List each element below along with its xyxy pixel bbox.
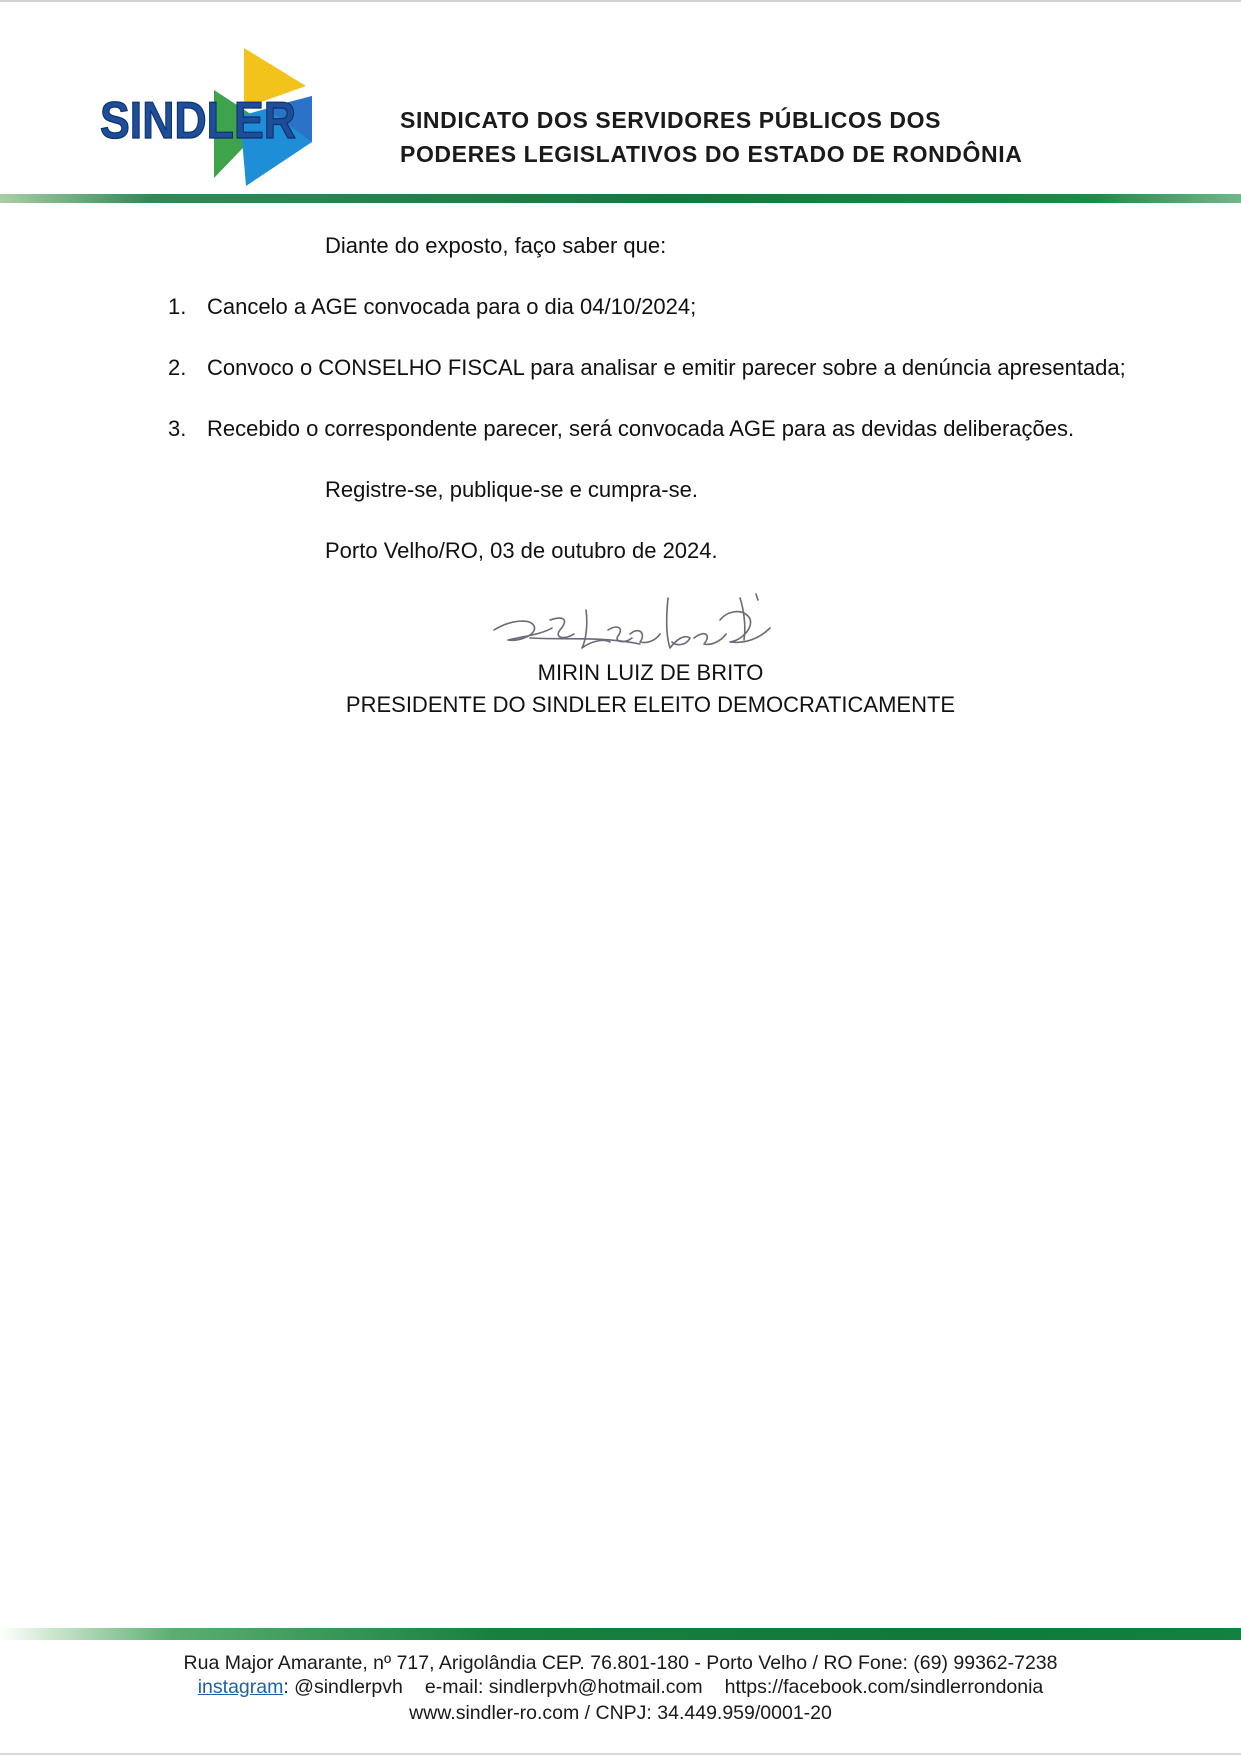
list-item-2-number: 2. xyxy=(168,355,187,380)
list-item-3-text: Recebido o correspondente parecer, será convocada AGE para as devidas deliberações. xyxy=(207,416,1075,441)
footer-contacts xyxy=(0,1676,1241,1699)
signature-scribble xyxy=(490,590,810,670)
closing-paragraph: Registre-se, publique-se e cumpra-se. xyxy=(325,477,698,502)
intro-paragraph: Diante do exposto, faço saber que: xyxy=(325,233,667,258)
footer-website-cnpj: www.sindler-ro.com / CNPJ: 34.449.959/0001-20 xyxy=(409,1702,832,1724)
footer-divider xyxy=(0,1628,1241,1640)
footer-facebook: https://facebook.com/sindlerrondonia xyxy=(724,1676,1044,1698)
footer-email: e-mail: sindlerpvh@hotmail.com xyxy=(424,1676,703,1698)
list-item-1-number: 1. xyxy=(168,294,187,319)
list-item-1-text: Cancelo a AGE convocada para o dia 04/10/2024; xyxy=(207,294,697,319)
signatory-title-row xyxy=(0,692,1241,718)
instagram-handle: : @sindlerpvh xyxy=(283,1676,403,1698)
list-item-3-number: 3. xyxy=(168,416,187,441)
signatory-name: MIRIN LUIZ DE BRITO xyxy=(537,660,764,685)
sindler-logo xyxy=(98,46,320,188)
page-top-border xyxy=(0,0,1241,2)
list-item-2-text: Convoco o CONSELHO FISCAL para analisar e emitir parecer sobre a denúncia apresentada; xyxy=(207,355,1126,380)
handwritten-signature xyxy=(490,590,810,670)
instagram-link[interactable]: instagram xyxy=(197,1676,284,1698)
signatory-title: PRESIDENTE DO SINDLER ELEITO DEMOCRATICAMENTE xyxy=(345,692,956,717)
footer-address: Rua Major Amarante, nº 717, Arigolândia CEP. 76.801-180 - Porto Velho / RO Fone: (69) 99362-7238 xyxy=(183,1652,1058,1674)
header-divider xyxy=(0,194,1241,203)
logo-wordmark: SINDLER xyxy=(100,92,296,150)
place-date: Porto Velho/RO, 03 de outubro de 2024. xyxy=(325,538,718,563)
org-name-line-2: PODERES LEGISLATIVOS DO ESTADO DE RONDÔNIA xyxy=(400,141,1023,167)
org-name-line-1: SINDICATO DOS SERVIDORES PÚBLICOS DOS xyxy=(400,107,942,133)
organization-name xyxy=(400,103,1200,171)
signatory-name-row xyxy=(0,660,1241,686)
sindler-logo-graphic xyxy=(98,46,320,188)
